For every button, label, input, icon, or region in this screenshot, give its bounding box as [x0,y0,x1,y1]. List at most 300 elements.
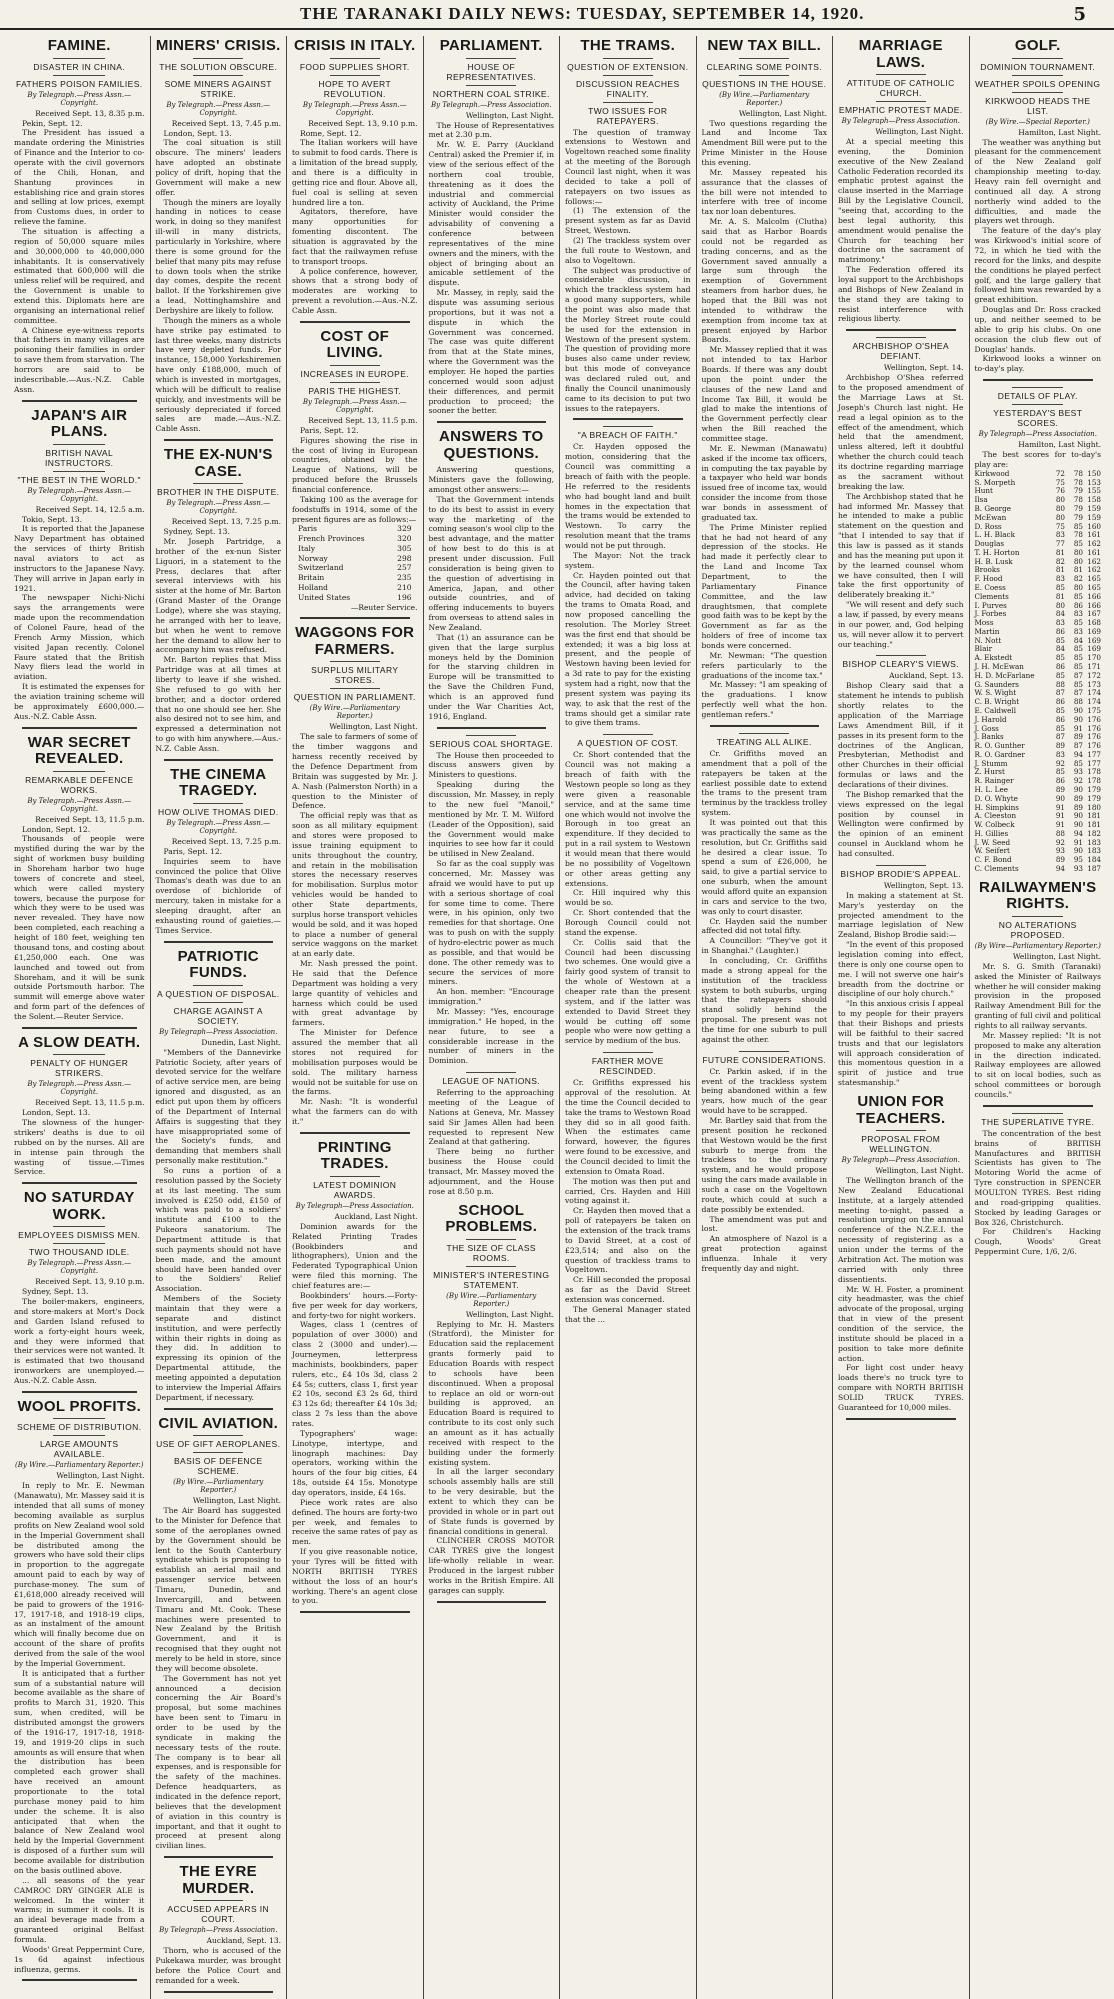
divider [330,365,380,366]
divider [876,337,926,338]
article-paragraph: In concluding, Cr. Griffiths made a strong appeal for the institution of the trackless system to both suburbs, urging that the ratepayers should stand solidly behind the proposal. The present was not the time for one suburb to pull against the other. [701,955,827,1044]
article-paragraph: London, Sept. 13. [22,1108,91,1118]
article-headline: A SLOW DEATH. [18,1033,141,1051]
player-name: L. H. Black [974,530,1015,540]
score-cell: 176 [1087,714,1101,724]
article-dateline: By Telegraph—Press Association. [159,1926,278,1935]
article-paragraph: That (1) an assurance can be given that the large surplus moneys held by the Dominion for the starving children in Europe will be transmitted to the Save the Children Fund, which is an approved fund under the War Charities Act, 1916, England. [428,632,554,721]
article-paragraph: The House of Representatives met at 2.30 p.m. [428,120,554,140]
score-cell: 85 [1073,653,1083,663]
player-name: S. Morpeth [974,477,1016,487]
article-subhead: SCHEME OF DISTRIBUTION. [17,1422,142,1433]
score-cell: 80 [1073,547,1083,557]
score-cell: 90 [1055,793,1065,803]
player-name: Kirkwood [974,468,1010,478]
article-subhead: DISASTER IN CHINA. [33,61,126,72]
newspaper-title: THE TARANAKI DAILY NEWS: TUESDAY, SEPTEMBER 14, 1920. [300,4,865,23]
article-subhead: EMPHATIC PROTEST MADE. [838,105,963,115]
article-paragraph: Mr. A. S. Malcolm (Clutha) said that as Harbor Boards could not be regarded as trading concerns, and as the Government saved annually a large sum through the exemption of Government steamers from harbor dues, he hoped that the Bill was not intended to withdraw the exemption from income tax at present enjoyed by Harbor Boards. [701,217,827,345]
score-cell: 80 [1073,556,1083,566]
article-paragraph: The subject was productive of considerable discussion, in which the trackless system had a good many supporters, while the point was also made that the Morley Street route could be used for the extension in Westown of the present system. The question of providing more buses also came under review, but this mode of conveyance was declared ruled out, and finally the Council unanimously came to its decision to put two issues to the ratepayers. [565,265,691,413]
player-name: W. Seifert [974,846,1010,856]
article-paragraph: Taking 100 as the average for foodstuffs in 1914, some of the present figures are as follows:— [292,494,418,524]
article-dateline: (By Wire.—Parliamentary Reporter.) [309,704,400,721]
score-cell: 86 [1055,714,1065,724]
score-cell: 87 [1073,688,1083,698]
divider [1012,75,1063,76]
article-dateline: (By Wire—Parliamentary Reporter.) [974,941,1101,950]
article-paragraph: The newspaper Nichi-Nichi says the arrangements were made upon the recommendation of Colonel Faure, head of the French Army Mission, which visited Japan recently. Colonel Faure stated that the British Navy fliers lead the world in aviation. [14,593,145,682]
article [14,1399,145,1981]
score-cell: 92 [1055,758,1065,768]
article-subhead: HOPE TO AVERT REVOLUTION. [318,78,392,99]
article-paragraph: Mr. Massey repeated his assurance that the classes of the bill were not intended to interfere with tree of income tax nor loan debentures. [701,167,827,217]
score-cell: 168 [1087,618,1101,628]
divider [876,101,926,102]
article-paragraph: It is estimated the expenses for the aviation training scheme will be approximately £600,000.—Aus.-N.Z. Cable Assn. [14,682,145,721]
score-cell: 159 [1087,503,1101,513]
article-paragraph: Members of the Society maintain that they were a separate and distinct institution, and were perfectly within their rights in doing as they did. In addition to expressing its opinion of the Departmental attitude, the meeting appointed a deputation to interview the Imperial Affairs Department, if necessary. [155,1294,281,1402]
article-end-rule [22,1027,137,1029]
score-cell: 86 [1055,776,1065,786]
article-paragraph: The Archbishop stated that he had informed Mr. Massey that he intended to make a public statement on the question and "that I intended to say that if this law is passed as it stands and has the meaning put upon it by the learned counsel whom we have consulted, then I will take the first opportunity of deliberately breaking it." [838,491,964,600]
score-cell: 88 [1055,828,1065,838]
player-name: Moss [974,618,994,628]
article-paragraph: ... all seasons of the year CAMROC DRY GINGER ALE is welcomed. In the winter it warms; in summer it cools. It is an ideal beverage made from a guaranteed original Belfast formula. [14,1875,145,1944]
article [838,655,964,858]
player-name: Martin [974,626,1000,636]
divider [466,735,516,736]
article [156,447,282,761]
article-paragraph: Though the miners as a whole have strike pay estimated to last three weeks, many districts have very depleted funds. For instance, 158,000 Yorkshiremen have only £188,000, much of which is invested in mortgages, which will be difficult to realise quickly, and investments will be seriously depreciated if forced sales are made.—Aus.-N.Z. Cable Assn. [155,315,281,434]
article-paragraph: Figures showing the rise in the cost of living in European countries, obtained by the League of Nations, will be produced before the Brussels financial conference. [292,435,418,494]
article-paragraph: Replying to Mr. H. Masters (Stratford), the Minister for Education said the replacement grants formerly paid to Education Boards with respect to schools have been discontinued. When a proposal to replace an old or worn-out building is approved, an Education Board is required to contribute to its cost only such an amount as it has actually received with respect to the building under the formerly existing system. [428,1319,554,1467]
price-place: Holland [298,582,328,592]
article-paragraph: Pekin, Sept. 12. [22,118,83,128]
newspaper-columns [14,36,1106,1985]
article-paragraph: The Air Board has suggested to the Minister for Defence that some of the aeroplanes owned by the Government should be lent to the South Canterbury syndicate which is proposing to establish an aerial mail and passenger service between Timaru, Dunedin, and Invercargill, and between Timaru and Mt. Cook. These machines were presented to New Zealand by the British Government, and it is recognised that they ought not merely to be held in store, since they will become obsolete. [155,1506,281,1673]
article-paragraph: Tokio, Sept. 13. [22,514,82,524]
article-paragraph: Douglas and Dr. Ross cracked up, and neither seemed to be able to grip his clubs. On one occasion the club flew out of Douglas' hands. [974,305,1101,354]
article-headline: COST OF LIVING. [320,327,390,362]
article [838,1094,964,1420]
article-subhead: THE SOLUTION OBSCURE. [159,61,278,72]
article-subhead: TWO ISSUES FOR RATEPAYERS. [588,105,668,126]
article-paragraph: In reply to Mr. E. Newman (Manawatu), Mr. Massey said it is intended that all sums of money becoming available as surplus profits on New Zealand wool sold in the Imperial Government shall be distributed among the growers who have sold their clips in proportion to the aggregate amount paid to each by way of purchase-money. The sum of £1,618,000 already received will be paid to growers of the 1916-17, 1917-18, and 1918-19 clips, as an instalment of the amount which will finally become due on account of the share of profits derived from the sale of the wool by the Imperial Government. [14,1481,145,1668]
article-paragraph: A police conference, however, shows that a strong body of moderates are working to prevent a revolution.—Aus.-N.Z. Cable Assn. [292,266,418,315]
article-paragraph: Thousands of people were mystified during the war by the sight of workmen busy building in Shoreham harbor two huge towers of concrete and steel, which were called mystery towers, because the purpose for which they were to be used was never revealed. They have now been completed, each reaching a height of 180 feet, weighing ten thousand tons, and costing about £1,250,000 each. One was launched and towed out from Shoreham, and it will be sunk outside Portsmouth harbor. The summit will emerge above water and form part of the defences of the Solent.—Reuter Service. [14,834,145,1021]
article-headline: GOLF. [1014,37,1061,54]
article-paragraph: Though the miners are loyally handing in notices to cease work, in doing so they manifest ill-will in many districts, particularly in Yorkshire, where there is some ground for the belief that many pits may refuse to down tools when the strike day comes, despite the recent ballot. If the Yorkshiremen give a lead, Nottinghamshire and Derbyshire are likely to follow. [155,197,281,315]
article-paragraph: Speaking during the discussion, Mr. Massey, in reply to the new fuel "Manoil," mentioned by Mr. T. M. Wilford (Leader of the Opposition), said the Government would make inquiries to see how far it could be utilised in New Zealand. [428,780,554,859]
score-cell: 81 [1055,565,1065,575]
article-end-rule [300,321,410,323]
divider [53,771,105,772]
article [975,1113,1102,1257]
article-received: Wellington, Last Night. [465,1309,554,1319]
article-dateline: (By Wire.—Special Reporter.) [985,117,1090,126]
score-cell: 178 [1087,776,1101,786]
price-place: Paris [298,524,318,534]
score-cell: 162 [1087,556,1101,566]
article-subhead: HOUSE OF REPRESENTATIVES. [446,61,537,82]
article-end-rule [164,1408,274,1410]
score-cell: 83 [1073,626,1083,636]
article [292,1140,418,1614]
score-cell: 83 [1073,609,1083,619]
score-cell: 161 [1087,530,1101,540]
divider [876,74,926,75]
article-dateline: By Telegraph—Press Association. [841,1156,960,1165]
price-row [292,593,418,603]
article-end-rule [983,379,1094,381]
player-name: R. Rainger [974,776,1014,786]
article-paragraph: The sale to farmers of some of the timber waggons and harness recently received by the Defence Department from Britain was suggested by Mr. J. A. Nash (Palmerston North) in a question to the Minister of Defence. [292,732,418,811]
player-name: A. Ekstedt [974,653,1013,663]
article-subhead: REMARKABLE DEFENCE WORKS. [25,774,134,795]
score-cell: 88 [1073,697,1083,707]
player-name: N. Nott [974,635,1002,645]
price-place: Switzerland [298,563,344,573]
score-cell: 160 [1087,521,1101,531]
divider [1012,916,1063,917]
price-row [292,563,418,573]
player-name: H. L. Lee [974,784,1008,794]
article-paragraph: So runs a portion of a resolution passed by the Society at its last meeting. The sum involved is £250 odd, £150 of which was paid to a soldiers' institute and £100 to the Pukeora sanatorium. The Department attitude is that such payments should not have been made, and the amount should have been handed over to the Soldiers' Relief Association. [155,1165,281,1294]
divider [466,58,516,59]
article-subhead: TWO THOUSAND IDLE. [28,1247,130,1258]
article [14,1035,145,1185]
price-value: 196 [397,592,412,602]
article-received: Wellington, Last Night. [329,722,418,732]
article-headline: PARLIAMENT. [439,37,543,54]
article-subhead: A QUESTION OF COST. [577,738,679,749]
article-subhead: FARTHER MOVE RESCINDED. [591,1056,664,1077]
article-end-rule [573,418,683,420]
divider [603,734,653,735]
article-end-rule [22,400,137,402]
article-subhead: ATTITUDE OF CATHOLIC CHURCH. [846,78,955,98]
article-paragraph: Bishop Cleary said that a statement he intends to publish shortly relates to the application of the Marriage Laws Amendment Bill, if it passes in its present form to the doctrines of the Anglican, Presbyterian, Methodist and other Churches in their official formulas or laws and the declarations of their divines. [838,681,964,789]
article-subhead: PARIS THE HIGHEST. [308,385,402,396]
article-paragraph: Mr. Massey: "Yes, encourage immigration." He hoped, in the near future, to see a considerable increase in the number of miners in the Dominion. [428,1006,554,1066]
article-subhead: ARCHBISHOP O'SHEA DEFIANT. [852,341,950,362]
score-cell: 91 [1073,723,1083,733]
score-cell: 166 [1087,591,1101,601]
score-cell: 179 [1087,793,1101,803]
score-cell: 187 [1087,864,1101,873]
score-cell: 94 [1055,864,1065,873]
article-received: Wellington, Last Night. [1012,951,1101,961]
article-subhead: EMPLOYEES DISMISS MEN. [18,1230,141,1241]
article-end-rule [164,1991,274,1993]
score-cell: 85 [1055,767,1065,777]
price-row [292,544,418,554]
divider [193,803,243,804]
article-received: Wellington, Last Night. [738,108,827,118]
article-paragraph: The Prime Minister replied that he had not heard of any depression of the stocks. He had made it perfectly clear to the Land and Income Tax Department, to the Parliamentary Finance Committee, and the law draughtsmen, that complete good faith was to be kept by the Government as far as the holders of free of income tax bonds were concerned. [701,522,827,651]
score-cell: 80 [1073,583,1083,592]
article-paragraph: Inquiries seem to have convinced the police that Olive Thomas's death was due to an overdose of bichloride of mercury, taken in mistake for a sleeping draught, after an exhausting round of gaieties.—Times Service. [155,856,281,935]
article-subhead: INCREASES IN EUROPE. [300,368,410,379]
article-subhead: BRITISH NAVAL INSTRUCTORS. [45,447,114,468]
article-paragraph: Dominion awards for the Related Printing Trades (Bookbinders and lithographers), Union and the Federated Typographical Union were filed this morning. The chief features are:— [292,1221,418,1290]
score-cell: 177 [1087,758,1101,768]
article-headline: THE EYRE MURDER. [179,1863,257,1897]
score-cell: 72 [1055,468,1065,478]
article-subhead: USE OF GIFT AEROPLANES. [156,1439,281,1450]
score-cell: 176 [1087,723,1101,733]
player-name: Hunt [974,486,993,496]
player-name: R. O. Gardner [974,749,1025,759]
price-row [292,554,418,564]
score-cell: 94 [1073,828,1083,838]
divider [53,75,105,76]
divider [1012,387,1063,388]
article-paragraph: Sydney, Sept. 13. [163,527,230,537]
player-name: J. Stumm [974,758,1008,768]
divider [876,1130,926,1131]
article-paragraph: (1) The extension of the present system as far as David Street, Westown. [565,206,691,236]
article-headline: THE CINEMA TRAGEDY. [170,765,267,800]
divider [330,382,380,383]
divider [330,75,380,76]
score-cell: 81 [1055,591,1065,601]
article [975,387,1102,874]
divider [53,1226,105,1227]
score-cell: 93 [1073,767,1083,777]
article-paragraph: Mr. Joseph Partridge, a brother of the ex-nun Sister Liguori, in a statement to the Press, declares that after several interviews with his sister at the home of Mr. Barton (Grand Master of the Orange Lodge), where she was staying, he arranged with her to leave, but when he went to remove her the demand to allow her to accompany him was refused. [155,537,281,655]
article-received: Received Sept. 13, 9.10 p.m. [308,118,418,128]
article-paragraph: There being no further business the House could transact, Mr. Massey moved the adjournment, and the House rose at 8.50 p.m. [428,1147,554,1196]
player-name: Z. Hurst [974,767,1005,777]
article-headline: RAILWAYMEN'S RIGHTS. [979,878,1097,913]
player-name: J. W. Seed [974,837,1011,847]
score-cell: 90 [1073,820,1083,830]
article-paragraph: The coal situation is still obscure. The miners' leaders have adopted an obstinate policy of drift, hoping that the Government will make a new offer. [155,138,281,197]
article-received: Wellington, Last Night. [875,1166,964,1176]
score-cell: 162 [1087,539,1101,549]
score-cell: 94 [1073,749,1083,759]
article-received: Wellington, Last Night. [192,1496,281,1506]
article [429,38,555,423]
score-cell: 87 [1055,732,1065,742]
article-paragraph: An atmosphere of Nazol is a great protection against influenza. Inhale it very frequently day and night. [701,1234,827,1273]
column-7 [833,36,970,1999]
article-headline: ANSWERS TO QUESTIONS. [439,428,544,462]
article-paragraph: The Mayor: Not the track system. [565,550,691,570]
article [14,38,145,402]
article-paragraph: Mr. Massey replied: "It is not proposed to make any alteration in the direction indicated. Railway employees are allowed to sit on local bodies, such as school committees or borough councils." [974,1030,1101,1099]
article-received: Wellington, Last Night. [56,1471,145,1481]
divider [193,1435,243,1436]
article-paragraph: Mr. Newman: "The question refers particularly to the graduations of the income tax." [701,650,827,680]
article-subhead: BASIS OF DEFENCE SCHEME. [173,1456,263,1477]
score-cell: 162 [1087,565,1101,575]
player-name: W. Colbeck [974,820,1015,830]
article [292,625,418,1133]
article [156,1416,282,1859]
article-paragraph: The Wellington branch of the New Zealand Educational Institute, at a largely attended meeting to-night, passed a resolution urging on the annual conference of the N.Z.E.I. the necessity of registering as a union under the terms of the Arbitration Act. The motion was carried with only three dissentients. [838,1176,964,1284]
article-paragraph: The slowness of the hunger-strikers' deaths is due to oil rubbed on by the nurses. All are in intense pain through the wasting of tissue.—Times Service. [14,1118,145,1177]
article-paragraph: Piece work rates are also defined. The hours are forty-two per week, and females to receive the same rates of pay as men. [292,1497,418,1547]
article-paragraph: Cr. Hayden said the number affected did not total fifty. [701,916,827,936]
player-name: E. Caldwell [974,705,1017,715]
article-dateline: By Telegraph.—Press Assn.—Copyright. [166,100,271,117]
score-cell: 86 [1055,697,1065,707]
article-headline: WAR SECRET REVEALED. [27,733,131,768]
article-received: Wellington, Last Night. [875,127,964,136]
article-subhead: QUESTIONS IN THE HOUSE. [702,78,827,89]
article-paragraph: Mr. Bartley said that from the present position he reckoned that Westown would be the first suburb to merge from the trackless to the ordinary system, and he would propose using the cars made available in such a case on the Vogeltown route, which could at such a date possibly be extended. [701,1116,827,1214]
article-paragraph: Answering questions, Ministers gave the following, amongst other answers:— [428,465,554,494]
price-value: 320 [397,534,412,544]
score-cell: 92 [1073,776,1083,786]
divider [876,865,926,866]
player-name: B. George [974,503,1011,513]
article-headline: THE TRAMS. [580,37,676,54]
score-cell: 161 [1087,547,1101,557]
article-paragraph: "We will resent and defy such a law, if passed, by every means in our power, and, God helping us, will never allow it to pervert our teaching." [838,600,964,649]
score-cell: 81 [1073,565,1083,575]
article-paragraph: That the Government intends to do its best to assist in every way the marketing of the coming season's wool clip to the best advantage, and the matter of how best to do this is at present under discussion. Full consideration is being given to the question of advertising in America, Japan, and other outside countries, and of offering inducements to buyers from overseas to attend sales in New Zealand. [428,494,554,633]
article-paragraph: Mr. W. E. Parry (Auckland Central) asked the Premier if, in view of the serious effect of the northern coal trouble, threatening as it does the industrial and commercial activity of Auckland, the Prime Minister would consider the advisability of convening a conference between representatives of the mine owners and the miners, with the object of bringing about an amicable settlement of the dispute. [428,140,554,288]
price-row [292,534,418,544]
article-dateline: By Telegraph.—Press Assn.—Copyright. [302,397,407,414]
divider [53,1435,105,1436]
article-paragraph: Cr. Hayden then moved that a poll of ratepayers be taken on the extension of the track trams to David Street, at a cost of £23,514; and also on the question of trackless trams to Vogeltown. [565,1206,691,1275]
article-headline: MARRIAGE LAWS. [858,37,943,71]
score-cell: 167 [1087,609,1101,619]
score-cell: 90 [1073,811,1083,821]
player-name: D. O. Whyte [974,793,1018,803]
article-paragraph: London, Sept. 12. [22,824,91,834]
divider [193,1900,243,1901]
score-cell: 174 [1087,697,1101,707]
article-paragraph: An hon. member: "Encourage immigration." [428,987,554,1007]
article-paragraph: Cr. Griffiths expressed his approval of the resolution. At the time the Council decided to take the trams to Westown Road they did so in all good faith. When the estimates came forward, however, the figures were found to be excessive, and the Council decided to limit the extension to Omata Road. [565,1078,691,1176]
article-subhead: DETAILS OF PLAY. [997,391,1078,402]
article-paragraph: The motion was then put and carried, Crs. Hayden and Hill voting against it. [565,1176,691,1206]
divider [193,985,243,986]
article-dateline: By Telegraph.—Press Assn.—Copyright. [27,1080,132,1097]
score-cell: 90 [1073,846,1083,856]
article-paragraph: The weather was anything but pleasant for the commencement of the New Zealand golf championship meeting to-day. Heavy rain fell overnight and continued all day. A strong northerly wind added to the difficulties, and made the players wet through. [974,137,1101,226]
article-subhead: NO ALTERATIONS PROPOSED. [998,919,1077,940]
price-place: United States [298,592,351,602]
divider [876,655,926,656]
score-cell: 155 [1087,486,1101,496]
article-paragraph: Mr. Massey, in reply, said the dispute was assuming serious proportions, but it was not a dispute in which the Government was concerned. The case was quite different from that at the State mines, where the Government was the employer. He hoped the parties concerned would soon adjust their differences, and permit production to proceed; the sooner the better. [428,288,554,416]
article [702,1051,828,1274]
score-cell: 89 [1073,793,1083,803]
article-subhead: LEAGUE OF NATIONS. [442,1076,541,1087]
golf-scores-table [975,470,1102,874]
divider [603,58,653,59]
page-number: 5 [1073,3,1086,25]
divider [193,483,243,484]
article-end-rule [164,439,274,441]
article-dateline: By Telegraph—Press Association. [159,1027,278,1036]
score-cell: 89 [1055,784,1065,794]
player-name: Clements [974,591,1009,601]
article [565,1052,691,1324]
player-name: Brooks [974,565,1000,575]
article-source: —Reuter Service. [350,603,418,613]
price-place: French Provinces [298,534,365,544]
score-cell: 169 [1087,635,1101,645]
article [565,38,691,420]
score-cell: 183 [1087,837,1101,847]
score-cell: 87 [1073,670,1083,680]
article-paragraph: Cr. Hayden pointed out that the Council, after having taken advice, had decided on taking the trams to Omata Road, and now proposed cancelling the resolution. The Morley Street was the first end that should be extended; it was a big loss at present, and the people of Westown having been levied for a 3d rate to pay for the existing system had a right, now that the present system was paying its way, to ask that the rest of the trams should get a similar rate to give them trams. [565,570,691,728]
price-value: 235 [397,573,412,583]
article-subhead: ACCUSED APPEARS IN COURT. [167,1904,270,1925]
article-subhead: MINISTER'S INTERESTING STATEMENT. [433,1269,550,1290]
article-headline: MINERS' CRISIS. [155,37,281,54]
article-received: Received Sept. 13, 11.5 p.m. [35,1098,145,1108]
divider [603,75,653,76]
player-name: J. Harold [974,714,1007,724]
article [429,735,555,1067]
article-paragraph: Cr. Griffiths moved an amendment that a poll of the ratepayers be taken at the earliest possible date to extend the trams to the present tram terminus by the trackless trolley system. [701,748,827,818]
divider [1012,1113,1063,1114]
price-place: Italy [298,543,316,553]
score-cell: 166 [1087,600,1101,610]
score-cell: 95 [1073,855,1083,865]
player-name: J. Forbes [974,609,1007,619]
divider [193,58,243,59]
article-subhead: SURPLUS MILITARY STORES. [311,665,399,686]
article-subhead: SOME MINERS AGAINST STRIKE. [164,78,272,99]
score-cell: 78 [1073,477,1083,487]
article-subhead: PROPOSAL FROM WELLINGTON. [861,1134,941,1155]
score-cell: 89 [1055,741,1065,751]
article-paragraph: London, Sept. 13. [163,128,232,138]
score-cell: 93 [1055,846,1065,856]
article-paragraph: At a special meeting this evening, the Dominion executive of the New Zealand Catholic Federation recorded its emphatic protest against the clause inserted in the Marriage Bill by the Legislative Council, "seeing that, according to the best legal authority, this amendment would penalise the Church for teaching her doctrine on the sacrament of matrimony." [838,137,964,265]
article-received: Received Sept. 13, 8.35 p.m. [35,108,145,118]
article-subhead: LARGE AMOUNTS AVAILABLE. [40,1439,119,1460]
article-paragraph: Cr. Hill seconded the proposal as far as the David Street extension was concerned. [565,1275,691,1305]
score-cell: 79 [1073,486,1083,496]
article-paragraph: The boiler-makers, engineers, and store-makers at Mort's Dock and Garden Island refused to work a forty-eight hours week, and they were informed that their services were not wanted. It is estimated that two thousand ironworkers are unemployed.—Aus.-N.Z. Cable Assn. [14,1297,145,1386]
article-dateline: (By Wire.—Parliamentary Reporter.) [15,1461,144,1470]
score-cell: 83 [1055,618,1065,628]
divider [53,58,105,59]
article-paragraph: Sydney, Sept. 13. [22,1287,89,1297]
divider [1012,58,1063,59]
player-name: McEwan [974,512,1007,522]
article-end-rule [22,1979,137,1981]
score-cell: 159 [1087,512,1101,522]
article-paragraph: Thorn, who is accused of the Pukekawa murder, was brought before the Police Court and remanded for a week. [155,1946,281,1985]
score-cell: 174 [1087,688,1101,698]
article-paragraph: Rome, Sept. 12. [300,128,362,138]
price-value: 257 [397,563,412,573]
article-end-rule [437,1601,547,1603]
article [702,733,828,1045]
article-subhead: FUTURE CONSIDERATIONS. [702,1054,827,1065]
article-paragraph: The Italian workers will have to submit to food cards. There is a limitation of the bread supply, and there is a difficulty in getting rice and flour. Above all, fuel coal is selling at seven hundred lire a ton. [292,138,418,207]
article [156,1864,282,1992]
article-paragraph: Wages, class 1 (centres of population of over 3000) and class 2 (3000 and under).—Journeymen, letterpress machinists, bookbinders, paper rulers, etc., £4 10s 3d, class 2 £4 5s; cutters, class 1, first year £2 10s, second £3 2s 6d, third £3 12s 6d; thereafter £4 10s 3d; class 2 7s less than the above rates. [292,1320,418,1428]
article-subhead: KIRKWOOD HEADS THE LIST. [985,95,1091,116]
article-end-rule [164,1856,274,1858]
player-name: J. Banks [974,732,1004,742]
article-headline: SCHOOL PROBLEMS. [445,1201,538,1236]
article-paragraph: Cr. Parkin asked, if in the event of the trackless system being abandoned within a few years, how much of the gear would have to be scrapped. [701,1066,827,1116]
